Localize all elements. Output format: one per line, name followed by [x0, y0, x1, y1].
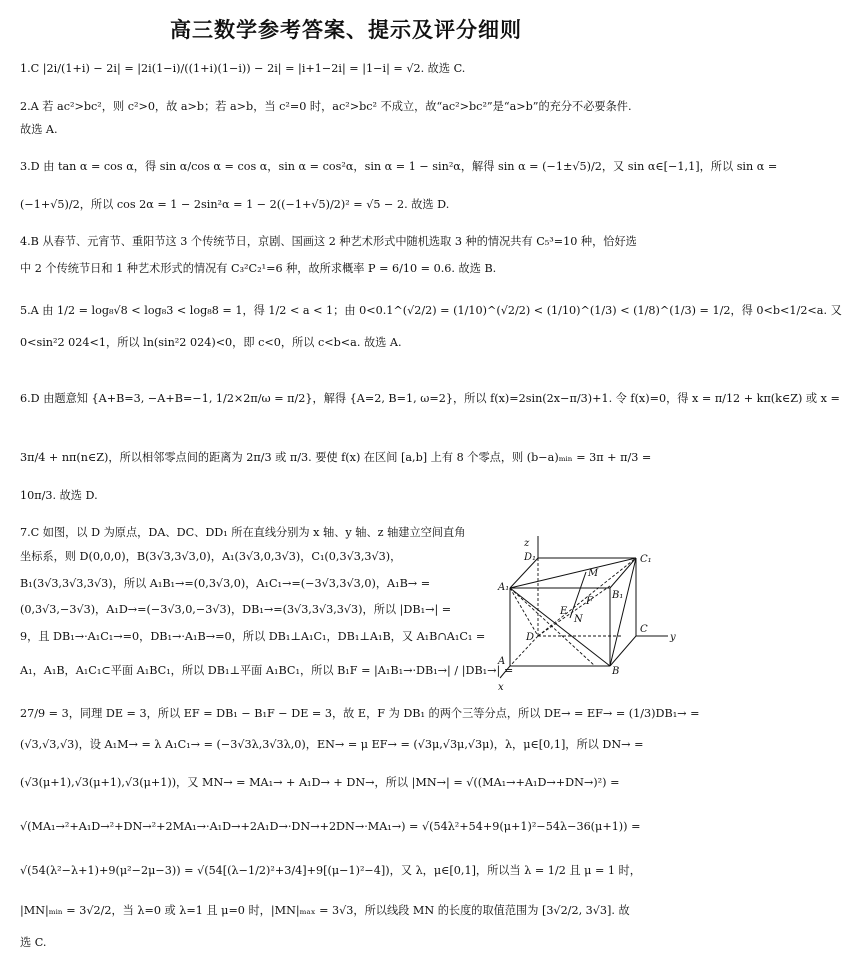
text-line: 6.D 由题意知 {A+B=3, −A+B=−1, 1/2×2π/ω = π/2}，解得 {A=2, B=1, ω=2}，所以 f(x)=2sin(2x−π/3)+1. 令 f(x)=0，得 x = π/12 + kπ(k∈Z) 或 x =	[20, 392, 840, 405]
text-line: 2.A 若 ac²>bc²，则 c²>0，故 a>b；若 a>b，当 c²=0 时，ac²>bc² 不成立，故“ac²>bc²”是“a>b”的充分不必要条件.	[20, 100, 632, 113]
label-B: B	[612, 666, 620, 677]
label-A: A	[498, 656, 506, 667]
text-line: 5.A 由 1/2 = log₈√8 < log₈3 < log₈8 = 1，得 1/2 < a < 1；由 0<0.1^(√2/2) = (1/10)^(√2/2) < (1/10)^(1/3) < (1/8)^(1/3) = 1/2，得 0<b<1/2<a. 又	[20, 304, 842, 317]
text-line: (−1+√5)/2，所以 cos 2α = 1 − 2sin²α = 1 − 2((−1+√5)/2)² = √5 − 2. 故选 D.	[20, 198, 450, 211]
label-y: y	[670, 632, 676, 643]
text-line: √(MA₁→²+A₁D→²+DN→²+2MA₁→·A₁D→+2A₁D→·DN→+2DN→·MA₁→) = √(54λ²+54+9(μ+1)²−54λ−36(μ+1)) =	[20, 820, 641, 833]
text-line: 中 2 个传统节日和 1 种艺术形式的情况有 C₃²C₂¹=6 种，故所求概率 P = 6/10 = 0.6. 故选 B.	[20, 262, 497, 275]
label-D: D	[526, 632, 535, 643]
text-line: (√3,√3,√3)，设 A₁M→ = λ A₁C₁→ = (−3√3λ,3√3λ,0)，EN→ = μ EF→ = (√3μ,√3μ,√3μ)，λ，μ∈[0,1]，所以 DN→ =	[20, 738, 644, 751]
label-E: E	[560, 606, 568, 617]
text-line: (√3(μ+1),√3(μ+1),√3(μ+1))，又 MN→ = MA₁→ + A₁D→ + DN→，所以 |MN→| = √((MA₁→+A₁D→+DN→)²) =	[20, 776, 620, 789]
label-A1: A₁	[498, 582, 510, 593]
label-D1: D₁	[524, 552, 537, 563]
label-x: x	[498, 682, 504, 693]
text-line: A₁，A₁B，A₁C₁⊂平面 A₁BC₁，所以 DB₁⊥平面 A₁BC₁，所以 B₁F = |A₁B₁→·DB₁→| / |DB₁→| =	[20, 664, 514, 677]
text-line: √(54(λ²−λ+1)+9(μ²−2μ−3)) = √(54[(λ−1/2)²+3/4]+9[(μ−1)²−4])，又 λ，μ∈[0,1]，所以当 λ = 1/2 且 μ = 1 时，	[20, 864, 641, 877]
label-B1: B₁	[612, 590, 624, 601]
text-line: 9，且 DB₁→·A₁C₁→=0，DB₁→·A₁B→=0，所以 DB₁⊥A₁C₁，DB₁⊥A₁B，又 A₁B∩A₁C₁ =	[20, 630, 486, 643]
label-M: M	[588, 568, 599, 579]
text-line: B₁(3√3,3√3,3√3)，所以 A₁B₁→=(0,3√3,0)，A₁C₁→=(−3√3,3√3,0)，A₁B→ =	[20, 577, 431, 590]
page-title: 高三数学参考答案、提示及评分细则	[170, 18, 522, 42]
label-N: N	[574, 614, 583, 625]
label-C1: C₁	[640, 554, 652, 565]
text-line: 3π/4 + nπ(n∈Z)，所以相邻零点间的距离为 2π/3 或 π/3. 要使 f(x) 在区间 [a,b] 上有 8 个零点，则 (b−a)ₘᵢₙ = 3π + π/3 =	[20, 451, 652, 464]
text-line: (0,3√3,−3√3)，A₁D→=(−3√3,0,−3√3)，DB₁→=(3√3,3√3,3√3)，所以 |DB₁→| =	[20, 603, 452, 616]
hidden-edges	[510, 558, 636, 666]
text-line: 故选 A.	[20, 123, 58, 136]
text-line: 3.D 由 tan α = cos α，得 sin α/cos α = cos α，sin α = cos²α，sin α = 1 − sin²α，解得 sin α = (−1±√5)/2，又 sin α∈[−1,1]，所以 sin α =	[20, 160, 778, 173]
visible-edges	[500, 558, 668, 678]
label-F: F	[586, 596, 593, 607]
text-line: 7.C 如图，以 D 为原点，DA、DC、DD₁ 所在直线分别为 x 轴、y 轴、z 轴建立空间直角	[20, 526, 466, 539]
text-line: 1.C |2i/(1+i) − 2i| = |2i(1−i)/((1+i)(1−i)) − 2i| = |i+1−2i| = |1−i| = √2. 故选 C.	[20, 62, 466, 75]
text-line: 选 C.	[20, 936, 47, 949]
text-line: 坐标系，则 D(0,0,0)，B(3√3,3√3,0)，A₁(3√3,0,3√3)，C₁(0,3√3,3√3)，	[20, 550, 402, 563]
cube-diagram	[498, 528, 686, 696]
label-z: z	[524, 538, 530, 549]
text-line: 4.B 从春节、元宵节、重阳节这 3 个传统节日，京剧、国画这 2 种艺术形式中随机选取 3 种的情况共有 C₅³=10 种，恰好选	[20, 235, 637, 248]
text-line: |MN|ₘᵢₙ = 3√2/2，当 λ=0 或 λ=1 且 μ=0 时，|MN|ₘₐₓ = 3√3，所以线段 MN 的长度的取值范围为 [3√2/2, 3√3]. 故	[20, 904, 630, 917]
text-line: 10π/3. 故选 D.	[20, 489, 98, 502]
cube-diagram-svg	[498, 528, 686, 696]
label-C: C	[640, 624, 648, 635]
text-line: 27/9 = 3，同理 DE = 3，所以 EF = DB₁ − B₁F − DE = 3，故 E，F 为 DB₁ 的两个三等分点，所以 DE→ = EF→ = (1/3)DB₁→ =	[20, 707, 700, 720]
text-line: 0<sin²2 024<1，所以 ln(sin²2 024)<0，即 c<0，所以 c<b<a. 故选 A.	[20, 336, 402, 349]
